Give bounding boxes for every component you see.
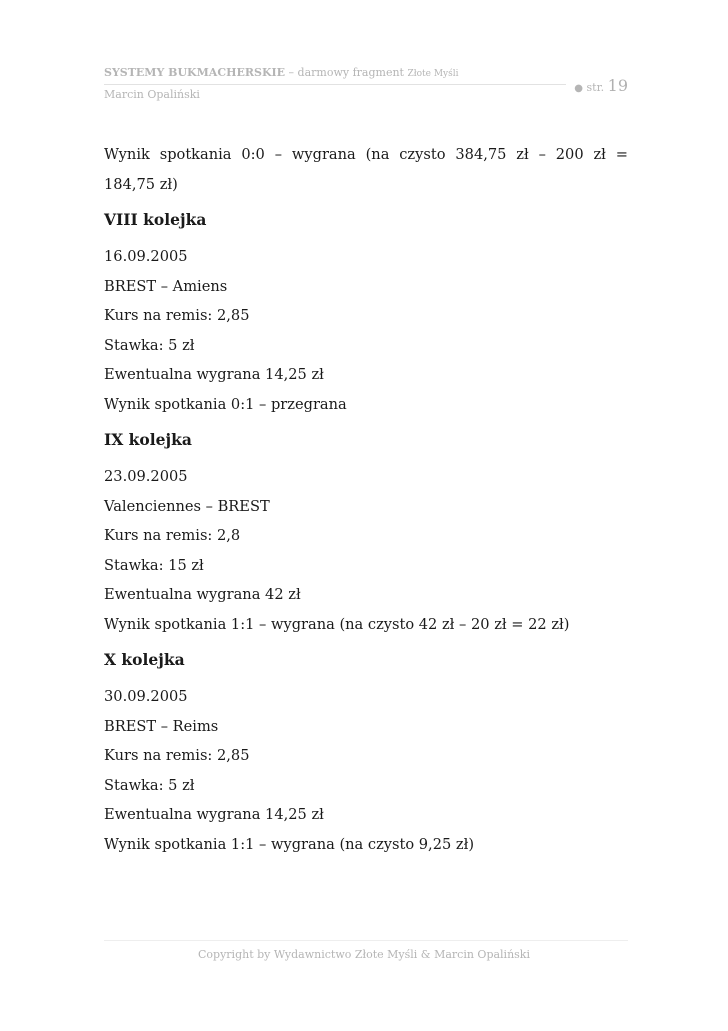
- match-odds: Kurs na remis: 2,85: [104, 307, 250, 324]
- intro-line-continued: 184,75 zł): [104, 175, 178, 193]
- match-stake: Stawka: 5 zł: [104, 336, 195, 354]
- match-result: Wynik spotkania 0:1 – przegrana: [104, 395, 347, 413]
- match-odds: Kurs na remis: 2,8: [104, 527, 241, 544]
- match-potential-win: Ewentualna wygrana 42 zł: [104, 586, 301, 603]
- match-result: Wynik spotkania 1:1 – wygrana (na czysto 42 zł – 20 zł = 22 zł): [104, 615, 570, 633]
- round-heading: IX kolejka: [104, 430, 192, 449]
- page-header: [104, 66, 628, 106]
- match-teams: Valenciennes – BREST: [104, 497, 270, 515]
- footer-divider: [104, 940, 628, 941]
- page-number: [574, 76, 628, 95]
- match-date: 30.09.2005: [104, 688, 188, 705]
- intro-line: Wynik spotkania 0:0 – wygrana (na czysto 384,75 zł – 200 zł =: [104, 146, 628, 163]
- match-potential-win: Ewentualna wygrana 14,25 zł: [104, 366, 324, 383]
- page-number-value: 19: [607, 76, 628, 95]
- bullet-icon: ●: [574, 83, 584, 94]
- round-heading: VIII kolejka: [104, 210, 207, 229]
- round-heading: X kolejka: [104, 650, 185, 669]
- match-teams: BREST – Amiens: [104, 277, 228, 295]
- publisher-name: Złote Myśli: [407, 69, 459, 79]
- match-stake: Stawka: 15 zł: [104, 556, 204, 574]
- match-teams: BREST – Reims: [104, 717, 219, 735]
- book-title: SYSTEMY BUKMACHERSKIE: [104, 66, 286, 79]
- match-date: 16.09.2005: [104, 248, 188, 265]
- match-result: Wynik spotkania 1:1 – wygrana (na czysto 9,25 zł): [104, 835, 475, 853]
- match-stake: Stawka: 5 zł: [104, 776, 195, 794]
- page-prefix: str.: [586, 81, 605, 94]
- match-date: 23.09.2005: [104, 468, 188, 485]
- copyright-footer: Copyright by Wydawnictwo Złote Myśli & Marcin Opaliński: [198, 948, 530, 961]
- header-title: [104, 66, 459, 79]
- match-odds: Kurs na remis: 2,85: [104, 747, 250, 764]
- author-name: Marcin Opaliński: [104, 88, 200, 101]
- header-divider: [104, 84, 566, 85]
- match-potential-win: Ewentualna wygrana 14,25 zł: [104, 806, 324, 823]
- fragment-label: – darmowy fragment: [285, 66, 408, 79]
- document-body: [104, 140, 628, 859]
